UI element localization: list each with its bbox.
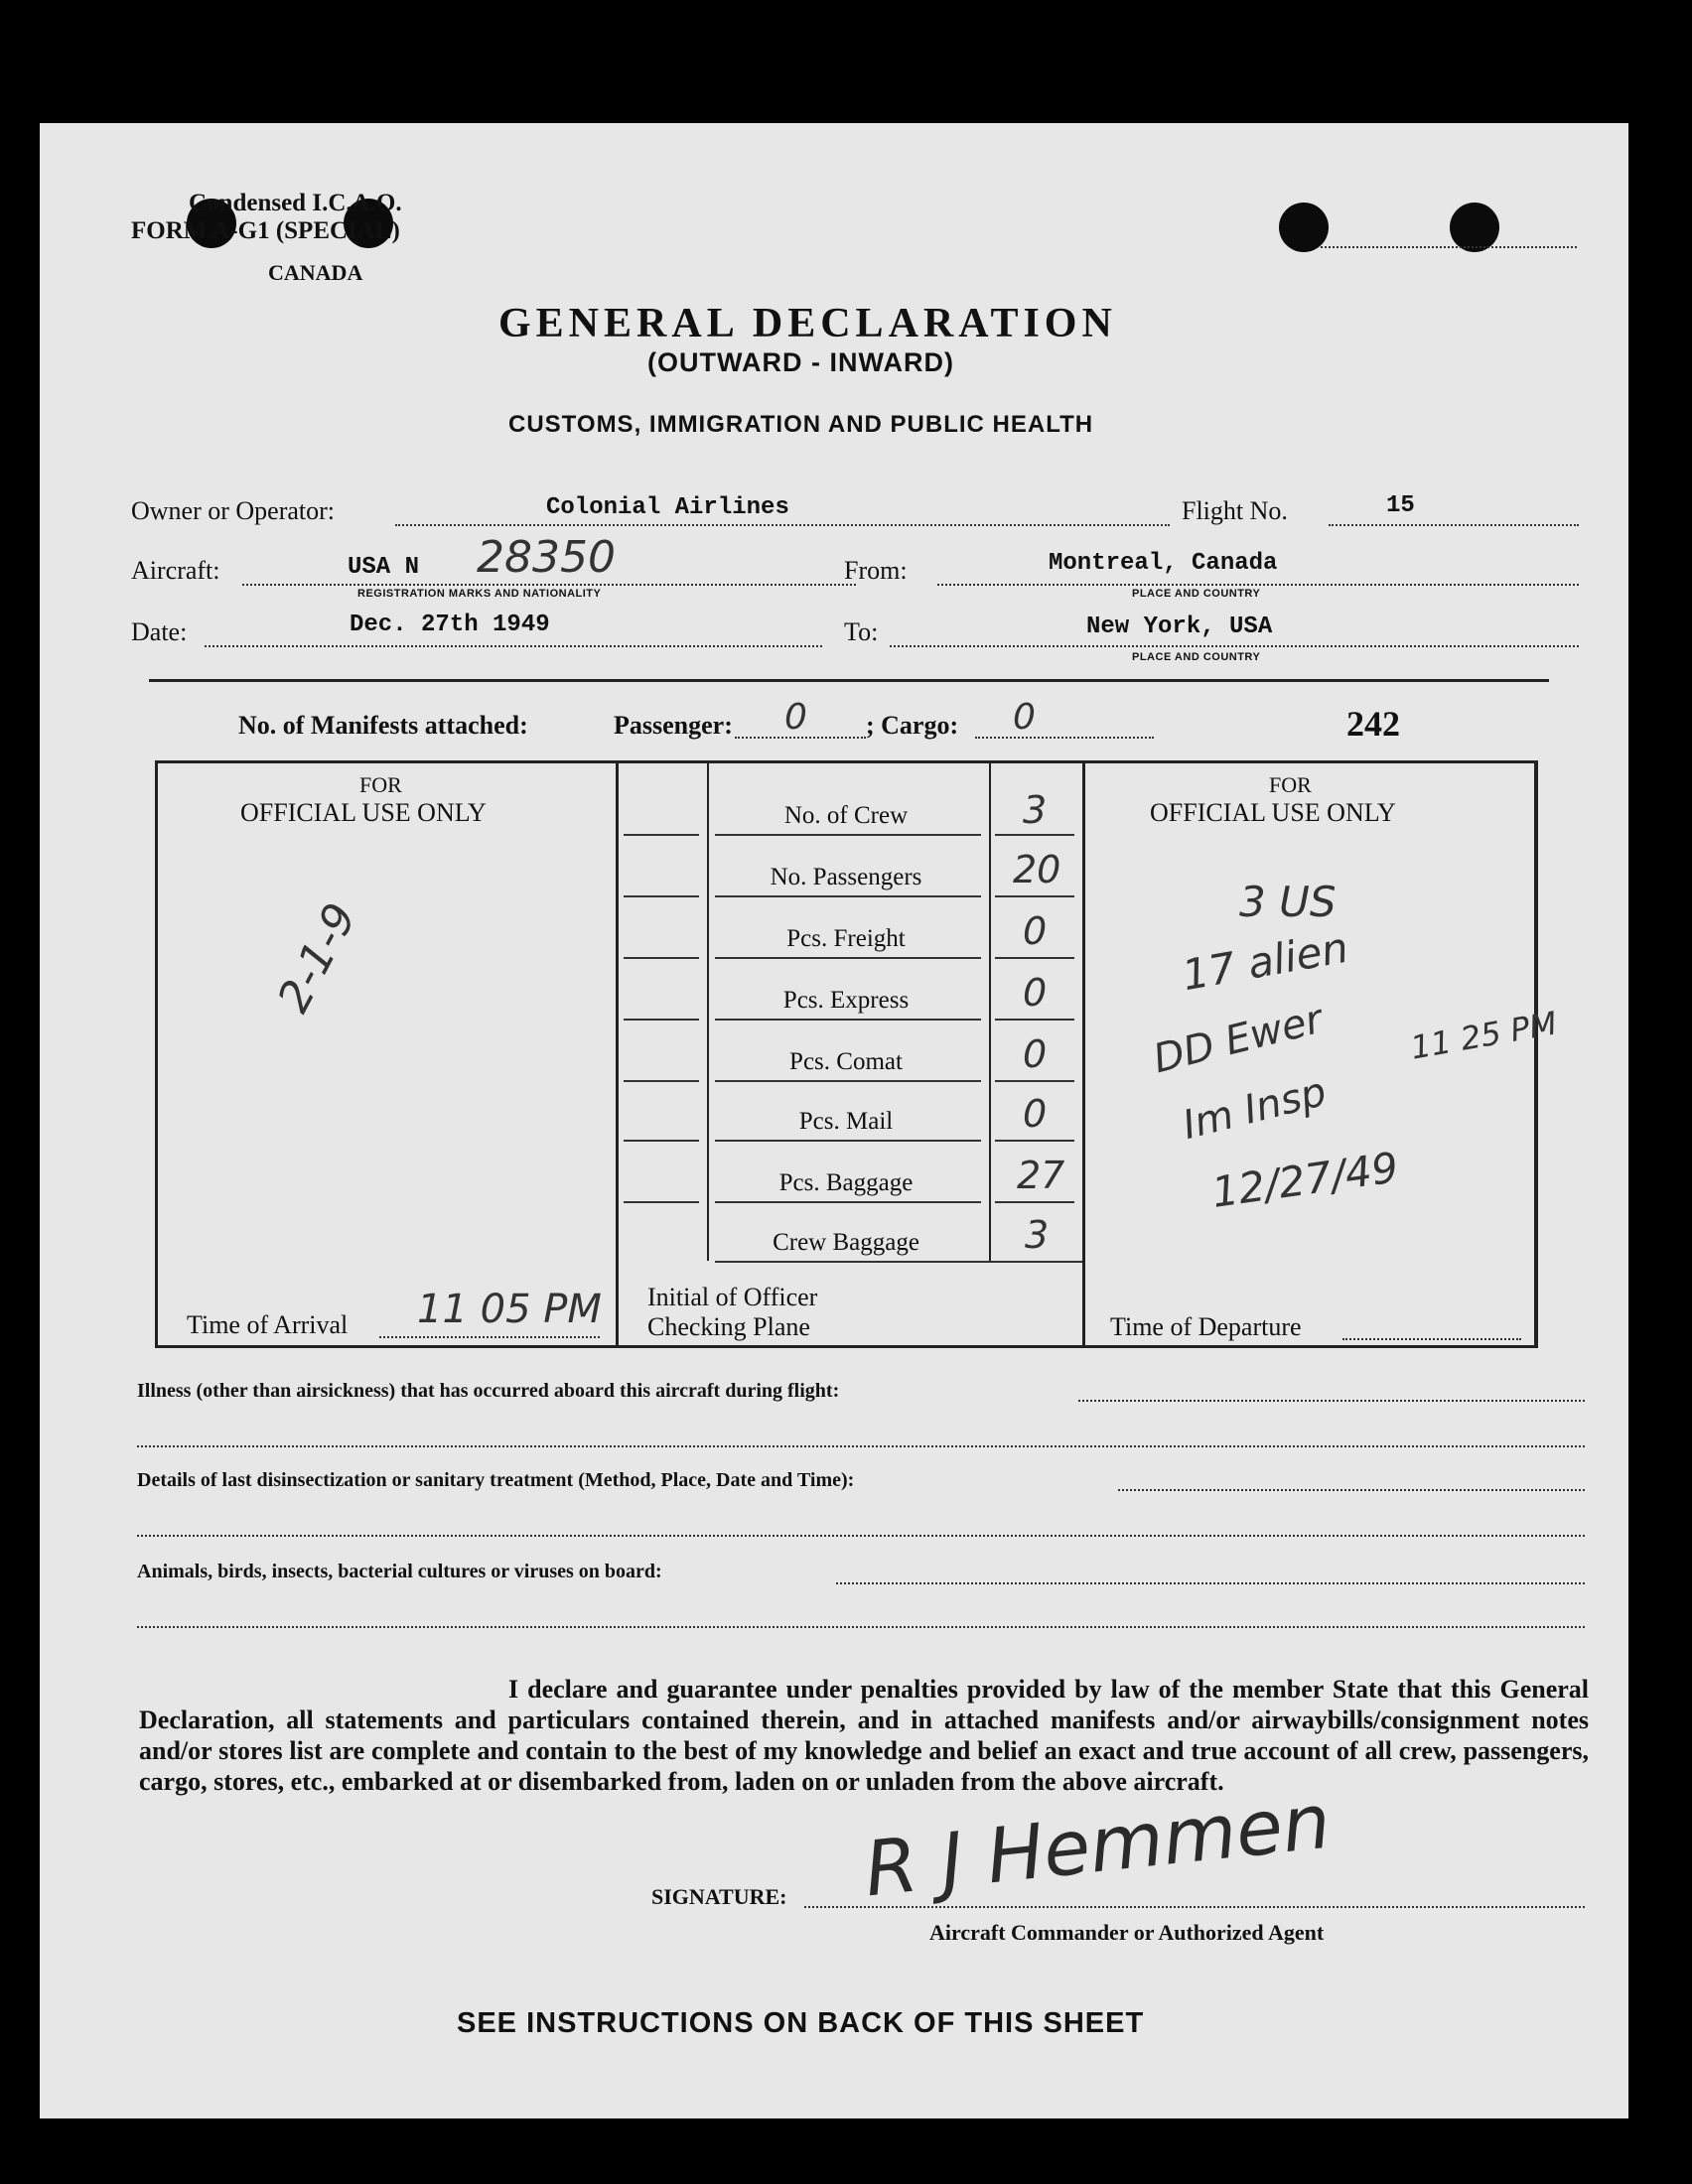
form-sheet bbox=[40, 123, 1628, 2118]
signer-caption: Aircraft Commander or Authorized Agent bbox=[929, 1920, 1325, 1945]
initial-line bbox=[624, 895, 699, 897]
table-divider bbox=[707, 760, 709, 1261]
mail-label: Pcs. Mail bbox=[798, 1108, 894, 1135]
initial-line bbox=[624, 957, 699, 959]
manifests-label: No. of Manifests attached: bbox=[238, 711, 528, 740]
top-right-line bbox=[1321, 246, 1577, 248]
handwritten-note: Im Insp bbox=[1178, 1068, 1332, 1150]
handwritten-note: 17 alien bbox=[1179, 922, 1352, 1001]
row-rule bbox=[715, 1140, 981, 1142]
baggage-label: Pcs. Baggage bbox=[778, 1169, 914, 1196]
manifests-passenger-value: 0 bbox=[784, 697, 807, 738]
initial-line bbox=[624, 834, 699, 836]
freight-label: Pcs. Freight bbox=[786, 925, 906, 952]
row-rule bbox=[715, 834, 981, 836]
to-caption: PLACE AND COUNTRY bbox=[1132, 651, 1261, 663]
departure-label: Time of Departure bbox=[1110, 1312, 1302, 1341]
row-rule bbox=[995, 895, 1074, 897]
page-subhead: CUSTOMS, IMMIGRATION AND PUBLIC HEALTH bbox=[508, 411, 1094, 438]
form-country: CANADA bbox=[268, 260, 363, 285]
flight-label: Flight No. bbox=[1182, 496, 1288, 525]
form-code-line1: Condensed I.C.A.O. bbox=[189, 190, 402, 216]
left-handwritten-note: 2-1-9 bbox=[268, 894, 367, 1021]
date-line bbox=[205, 645, 822, 647]
animals-line bbox=[836, 1582, 1585, 1584]
animals-line-2 bbox=[137, 1626, 1585, 1628]
handwritten-note: 11 25 PM bbox=[1407, 1004, 1560, 1067]
initial-line bbox=[624, 1201, 699, 1203]
page-subtitle: (OUTWARD - INWARD) bbox=[647, 347, 954, 377]
owner-line bbox=[395, 524, 1170, 526]
date-label: Date: bbox=[131, 617, 188, 646]
officer-label-1: Initial of Officer bbox=[647, 1283, 818, 1311]
handwritten-note: DD Ewer bbox=[1149, 996, 1328, 1083]
punch-hole bbox=[1279, 203, 1329, 252]
disinsect-line-2 bbox=[137, 1535, 1585, 1537]
aircraft-handwritten: 28350 bbox=[477, 532, 616, 583]
initial-line bbox=[624, 1019, 699, 1021]
signature: R J Hemmen bbox=[860, 1776, 1335, 1914]
initial-line bbox=[624, 1140, 699, 1142]
handwritten-note: 3 US bbox=[1239, 878, 1337, 926]
row-rule bbox=[995, 834, 1074, 836]
crew-value: 3 bbox=[1023, 788, 1048, 832]
baggage-value: 27 bbox=[1017, 1154, 1065, 1197]
flight-value: 15 bbox=[1386, 492, 1415, 519]
manifests-cargo-value: 0 bbox=[1013, 697, 1036, 738]
separator-rule bbox=[149, 679, 1549, 682]
table-divider bbox=[1082, 760, 1085, 1348]
punch-hole bbox=[1450, 203, 1499, 252]
row-rule bbox=[715, 1080, 981, 1082]
owner-value: Colonial Airlines bbox=[546, 494, 789, 521]
disinsect-question: Details of last disinsectization or sanitary treatment (Method, Place, Date and Time): bbox=[137, 1469, 855, 1491]
comat-label: Pcs. Comat bbox=[789, 1048, 903, 1075]
manifests-cargo-line bbox=[975, 737, 1154, 739]
arrival-label: Time of Arrival bbox=[187, 1310, 349, 1339]
instructions-footer: SEE INSTRUCTIONS ON BACK OF THIS SHEET bbox=[457, 2007, 1145, 2039]
from-value: Montreal, Canada bbox=[1049, 550, 1278, 577]
illness-question: Illness (other than airsickness) that has occurred aboard this aircraft during flight: bbox=[137, 1380, 840, 1402]
table-divider bbox=[616, 760, 619, 1348]
left-official-label: OFFICIAL USE ONLY bbox=[240, 798, 487, 827]
passengers-label: No. Passengers bbox=[770, 864, 922, 890]
from-caption: PLACE AND COUNTRY bbox=[1132, 588, 1261, 600]
right-for-label: FOR bbox=[1269, 772, 1312, 797]
flight-line bbox=[1329, 524, 1579, 526]
to-line bbox=[890, 645, 1579, 647]
form-code-line2: FORM A-G1 (SPECIAL) bbox=[131, 217, 400, 244]
row-rule bbox=[995, 1080, 1074, 1082]
aircraft-label: Aircraft: bbox=[131, 556, 220, 585]
crew-baggage-label: Crew Baggage bbox=[773, 1229, 919, 1256]
freight-value: 0 bbox=[1023, 909, 1048, 953]
comat-value: 0 bbox=[1023, 1032, 1048, 1076]
express-label: Pcs. Express bbox=[782, 987, 910, 1014]
aircraft-value: USA N bbox=[348, 554, 420, 581]
row-rule bbox=[995, 1201, 1074, 1203]
right-official-label: OFFICIAL USE ONLY bbox=[1150, 798, 1396, 827]
row-rule bbox=[715, 1201, 981, 1203]
passengers-value: 20 bbox=[1013, 848, 1061, 891]
from-label: From: bbox=[844, 556, 908, 585]
mail-value: 0 bbox=[1023, 1092, 1048, 1136]
table-divider bbox=[989, 760, 991, 1261]
row-rule bbox=[715, 1261, 1082, 1263]
crew-baggage-value: 3 bbox=[1025, 1213, 1050, 1257]
manifest-number: 242 bbox=[1346, 704, 1400, 744]
animals-question: Animals, birds, insects, bacterial cultures or viruses on board: bbox=[137, 1561, 662, 1582]
arrival-line bbox=[379, 1336, 600, 1338]
disinsect-line bbox=[1118, 1489, 1585, 1491]
handwritten-note: 12/27/49 bbox=[1208, 1143, 1402, 1217]
manifests-cargo-label: ; Cargo: bbox=[866, 711, 959, 740]
arrival-value: 11 05 PM bbox=[417, 1287, 602, 1332]
row-rule bbox=[995, 1019, 1074, 1021]
left-for-label: FOR bbox=[359, 772, 402, 797]
illness-line-2 bbox=[137, 1445, 1585, 1447]
date-value: Dec. 27th 1949 bbox=[350, 612, 550, 638]
table-divider bbox=[1535, 760, 1538, 1348]
departure-line bbox=[1342, 1338, 1521, 1340]
initial-line bbox=[624, 1080, 699, 1082]
to-label: To: bbox=[844, 617, 879, 646]
to-value: New York, USA bbox=[1086, 614, 1273, 640]
row-rule bbox=[995, 1140, 1074, 1142]
from-line bbox=[937, 584, 1579, 586]
crew-label: No. of Crew bbox=[783, 802, 909, 829]
manifests-passenger-label: Passenger: bbox=[614, 711, 733, 740]
row-rule bbox=[995, 957, 1074, 959]
owner-label: Owner or Operator: bbox=[131, 496, 336, 525]
declaration-text: I declare and guarantee under penalties provided by law of the member State that this General Declaration, all statements and particulars contained therein, and in attached manifests and/or airwaybills/consignment notes and/or stores list are complete and contain to the best of my knowledge and belief an exact and true account of all crew, passengers, cargo, stores, etc., embarked at or disembarked from, laden on or unladen from the above aircraft. bbox=[139, 1675, 1589, 1796]
officer-label-2: Checking Plane bbox=[647, 1312, 810, 1341]
row-rule bbox=[715, 895, 981, 897]
illness-line bbox=[1078, 1400, 1585, 1402]
signature-label: SIGNATURE: bbox=[651, 1884, 787, 1909]
aircraft-line bbox=[242, 584, 856, 586]
row-rule bbox=[715, 957, 981, 959]
registration-caption: REGISTRATION MARKS AND NATIONALITY bbox=[357, 588, 602, 600]
row-rule bbox=[715, 1019, 981, 1021]
page-title: GENERAL DECLARATION bbox=[498, 301, 1117, 346]
express-value: 0 bbox=[1023, 971, 1048, 1015]
